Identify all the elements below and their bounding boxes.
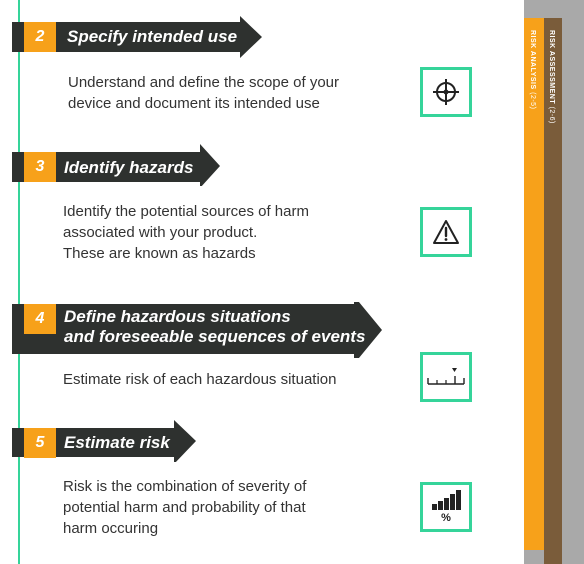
description-line: Understand and define the scope of your (68, 74, 340, 91)
step-title-line: Define hazardous situations (64, 307, 291, 326)
percent-symbol: % (441, 511, 451, 524)
warning-icon (431, 218, 461, 246)
timeline-line (18, 0, 20, 564)
risk-assessment-range: (2-6) (548, 106, 555, 124)
step-4-banner (12, 302, 382, 358)
warning-icon-box (420, 207, 472, 257)
risk-analysis-label (529, 30, 536, 109)
description-line: harm occuring (63, 520, 159, 537)
bar-chart-icon (431, 490, 461, 510)
crosshair-icon (431, 77, 461, 107)
step-3-banner (12, 144, 220, 186)
risk-analysis-range: (2-5) (529, 92, 536, 110)
description-line: Estimate risk of each hazardous situation (63, 371, 337, 388)
risk-assessment-label-text: RISK ASSESSMENT (548, 30, 555, 105)
step-number-badge: 4 (24, 304, 56, 334)
step-title-line: Identify hazards (64, 158, 194, 177)
bar-chart-percent-icon-box (420, 482, 472, 532)
step-title-line: Estimate risk (64, 433, 170, 452)
step-title (64, 158, 193, 178)
description-line: Risk is the combination of severity of (63, 478, 307, 495)
step-number-badge: 3 (24, 152, 56, 182)
step-title-line: Specify intended use (67, 27, 238, 46)
risk-assessment-label (548, 30, 555, 124)
risk-analysis-label-text: RISK ANALYSIS (529, 30, 536, 90)
step-title (64, 433, 170, 453)
step-3-description (63, 201, 309, 264)
step-title (64, 307, 365, 347)
step-5-description (63, 476, 306, 539)
step-title (67, 27, 237, 47)
step-5-banner (12, 420, 196, 462)
description-line: Identify the potential sources of harm (63, 203, 309, 220)
step-2-banner (12, 16, 262, 58)
description-line: These are known as hazards (63, 245, 256, 262)
step-title-line: and foreseeable sequences of events (64, 327, 366, 346)
description-line: potential harm and probability of that (63, 499, 306, 516)
step-number-badge: 5 (24, 428, 56, 458)
ruler-scale-icon (426, 366, 466, 388)
step-2-description (68, 72, 339, 114)
description-line: associated with your product. (63, 224, 258, 241)
step-number-badge: 2 (24, 22, 56, 52)
ruler-scale-icon-box (420, 352, 472, 402)
step-4-description (63, 369, 336, 390)
description-line: device and document its intended use (68, 95, 320, 112)
crosshair-icon-box (420, 67, 472, 117)
